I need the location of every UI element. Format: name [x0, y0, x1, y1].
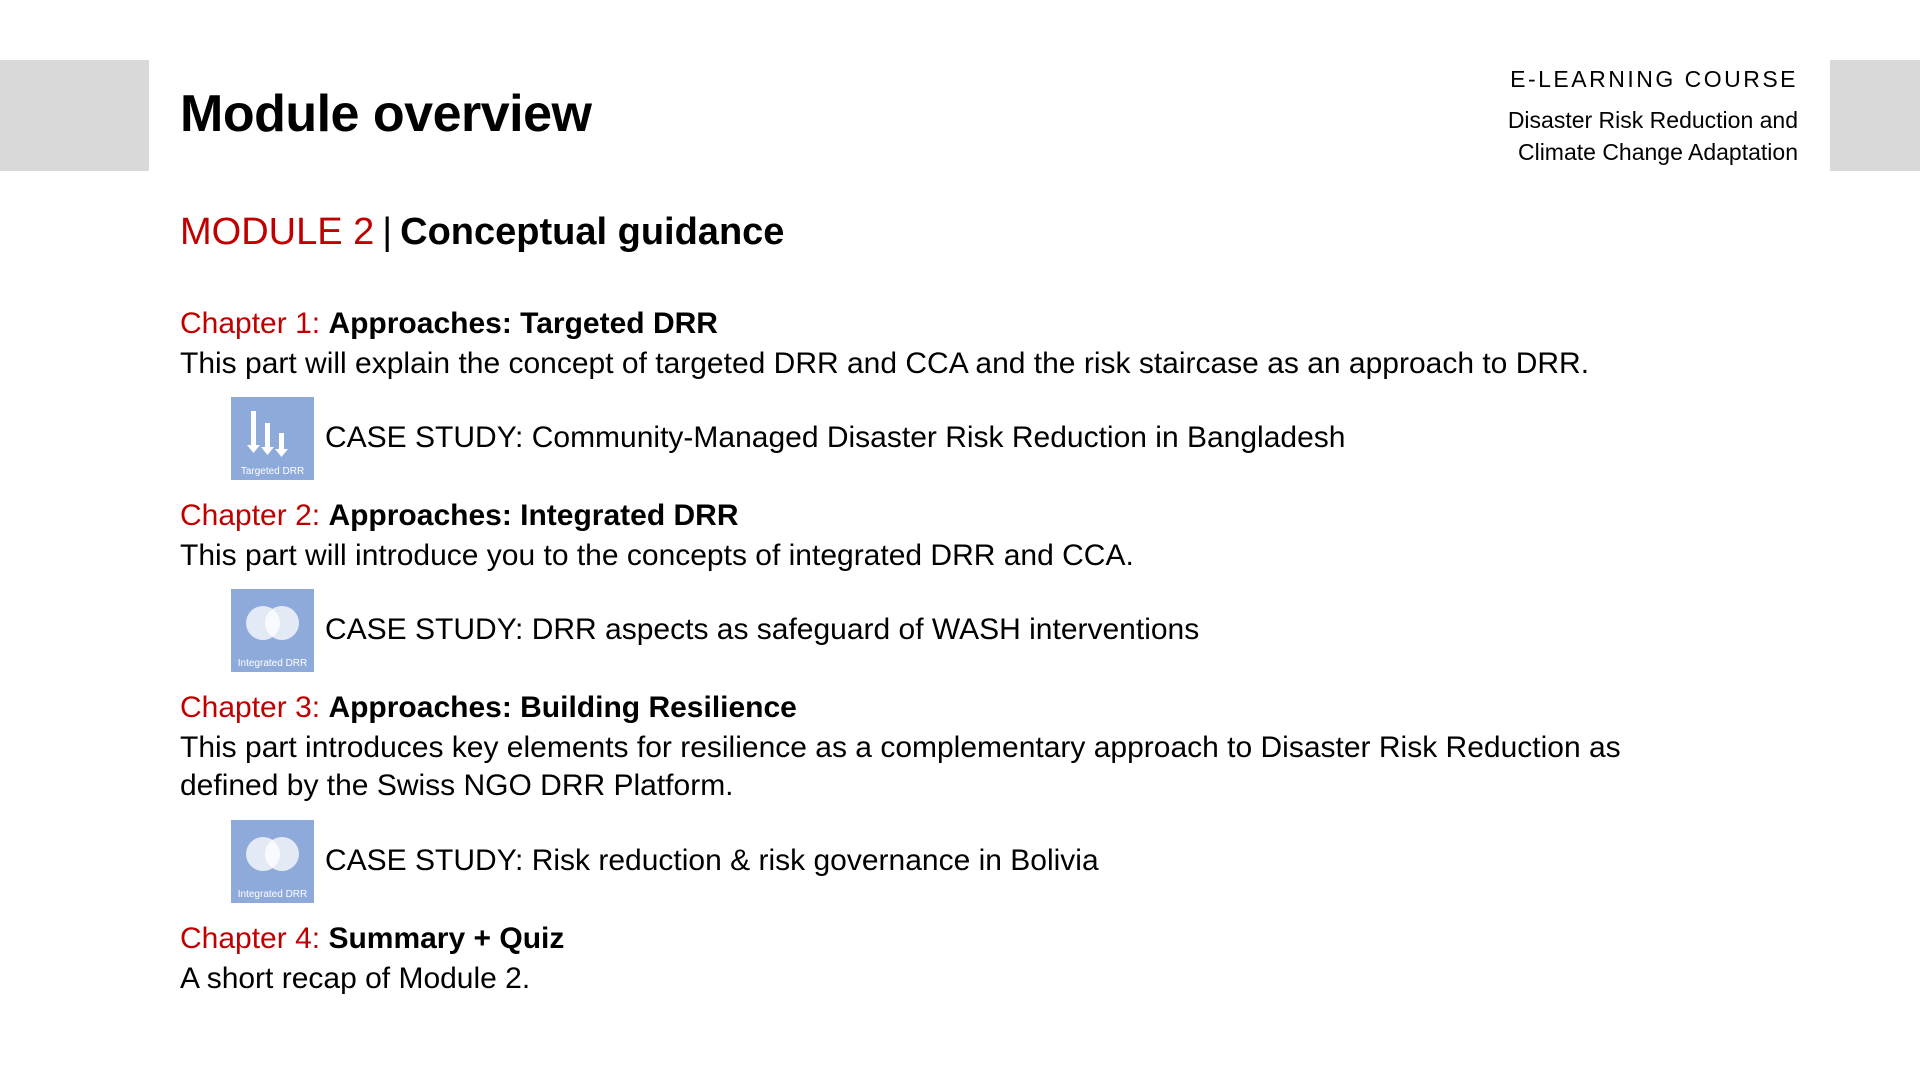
case-study-text: CASE STUDY: Community-Managed Disaster Risk Reduction in Bangladesh — [325, 421, 1346, 454]
chapter-1-description: This part will explain the concept of targeted DRR and CCA and the risk staircase as an approach to DRR. — [180, 347, 1590, 380]
chapter-label: Chapter 2: — [180, 499, 321, 532]
module-title: Conceptual guidance — [400, 211, 785, 253]
icon-caption: Targeted DRR — [240, 466, 305, 477]
course-label: E-LEARNING COURSE — [1510, 66, 1798, 92]
chapter-title: Summary + Quiz — [328, 922, 565, 955]
integrated-drr-icon — [231, 820, 314, 903]
page-title: Module overview — [180, 85, 592, 143]
module-number: MODULE 2 — [180, 211, 375, 253]
chapter-2-heading — [180, 499, 739, 533]
course-name-line-2: Climate Change Adaptation — [1517, 139, 1798, 165]
integrated-drr-icon — [231, 589, 314, 672]
chapter-label: Chapter 1: — [180, 307, 321, 340]
chapter-3-heading — [180, 691, 797, 725]
chapter-title: Approaches: Integrated DRR — [328, 499, 739, 532]
chapter-2-description: This part will introduce you to the concepts of integrated DRR and CCA. — [180, 539, 1134, 572]
icon-caption: Integrated DRR — [237, 889, 308, 900]
case-study-text: CASE STUDY: DRR aspects as safeguard of WASH interventions — [325, 613, 1200, 646]
case-study-text: CASE STUDY: Risk reduction & risk governance in Bolivia — [325, 844, 1099, 877]
chapter-label: Chapter 3: — [180, 691, 321, 724]
chapter-title: Approaches: Building Resilience — [328, 691, 797, 724]
left-header-band — [0, 60, 149, 171]
chapter-4-heading — [180, 922, 564, 956]
module-heading — [180, 211, 784, 254]
chapter-title: Approaches: Targeted DRR — [328, 307, 718, 340]
right-header-band — [1830, 60, 1920, 171]
targeted-drr-icon — [231, 397, 314, 480]
course-name-line-1: Disaster Risk Reduction and — [1507, 107, 1798, 133]
course-name — [1458, 104, 1798, 168]
chapter-4-description: A short recap of Module 2. — [180, 962, 531, 995]
chapter-1-heading — [180, 307, 718, 341]
chapter-3-description: This part introduces key elements for resilience as a complementary approach to Disaster Risk Reduction as defined by the Swiss NGO DRR Platform. — [180, 731, 1621, 802]
icon-caption: Integrated DRR — [237, 658, 308, 669]
module-separator: | — [382, 211, 393, 253]
chapter-label: Chapter 4: — [180, 922, 321, 955]
